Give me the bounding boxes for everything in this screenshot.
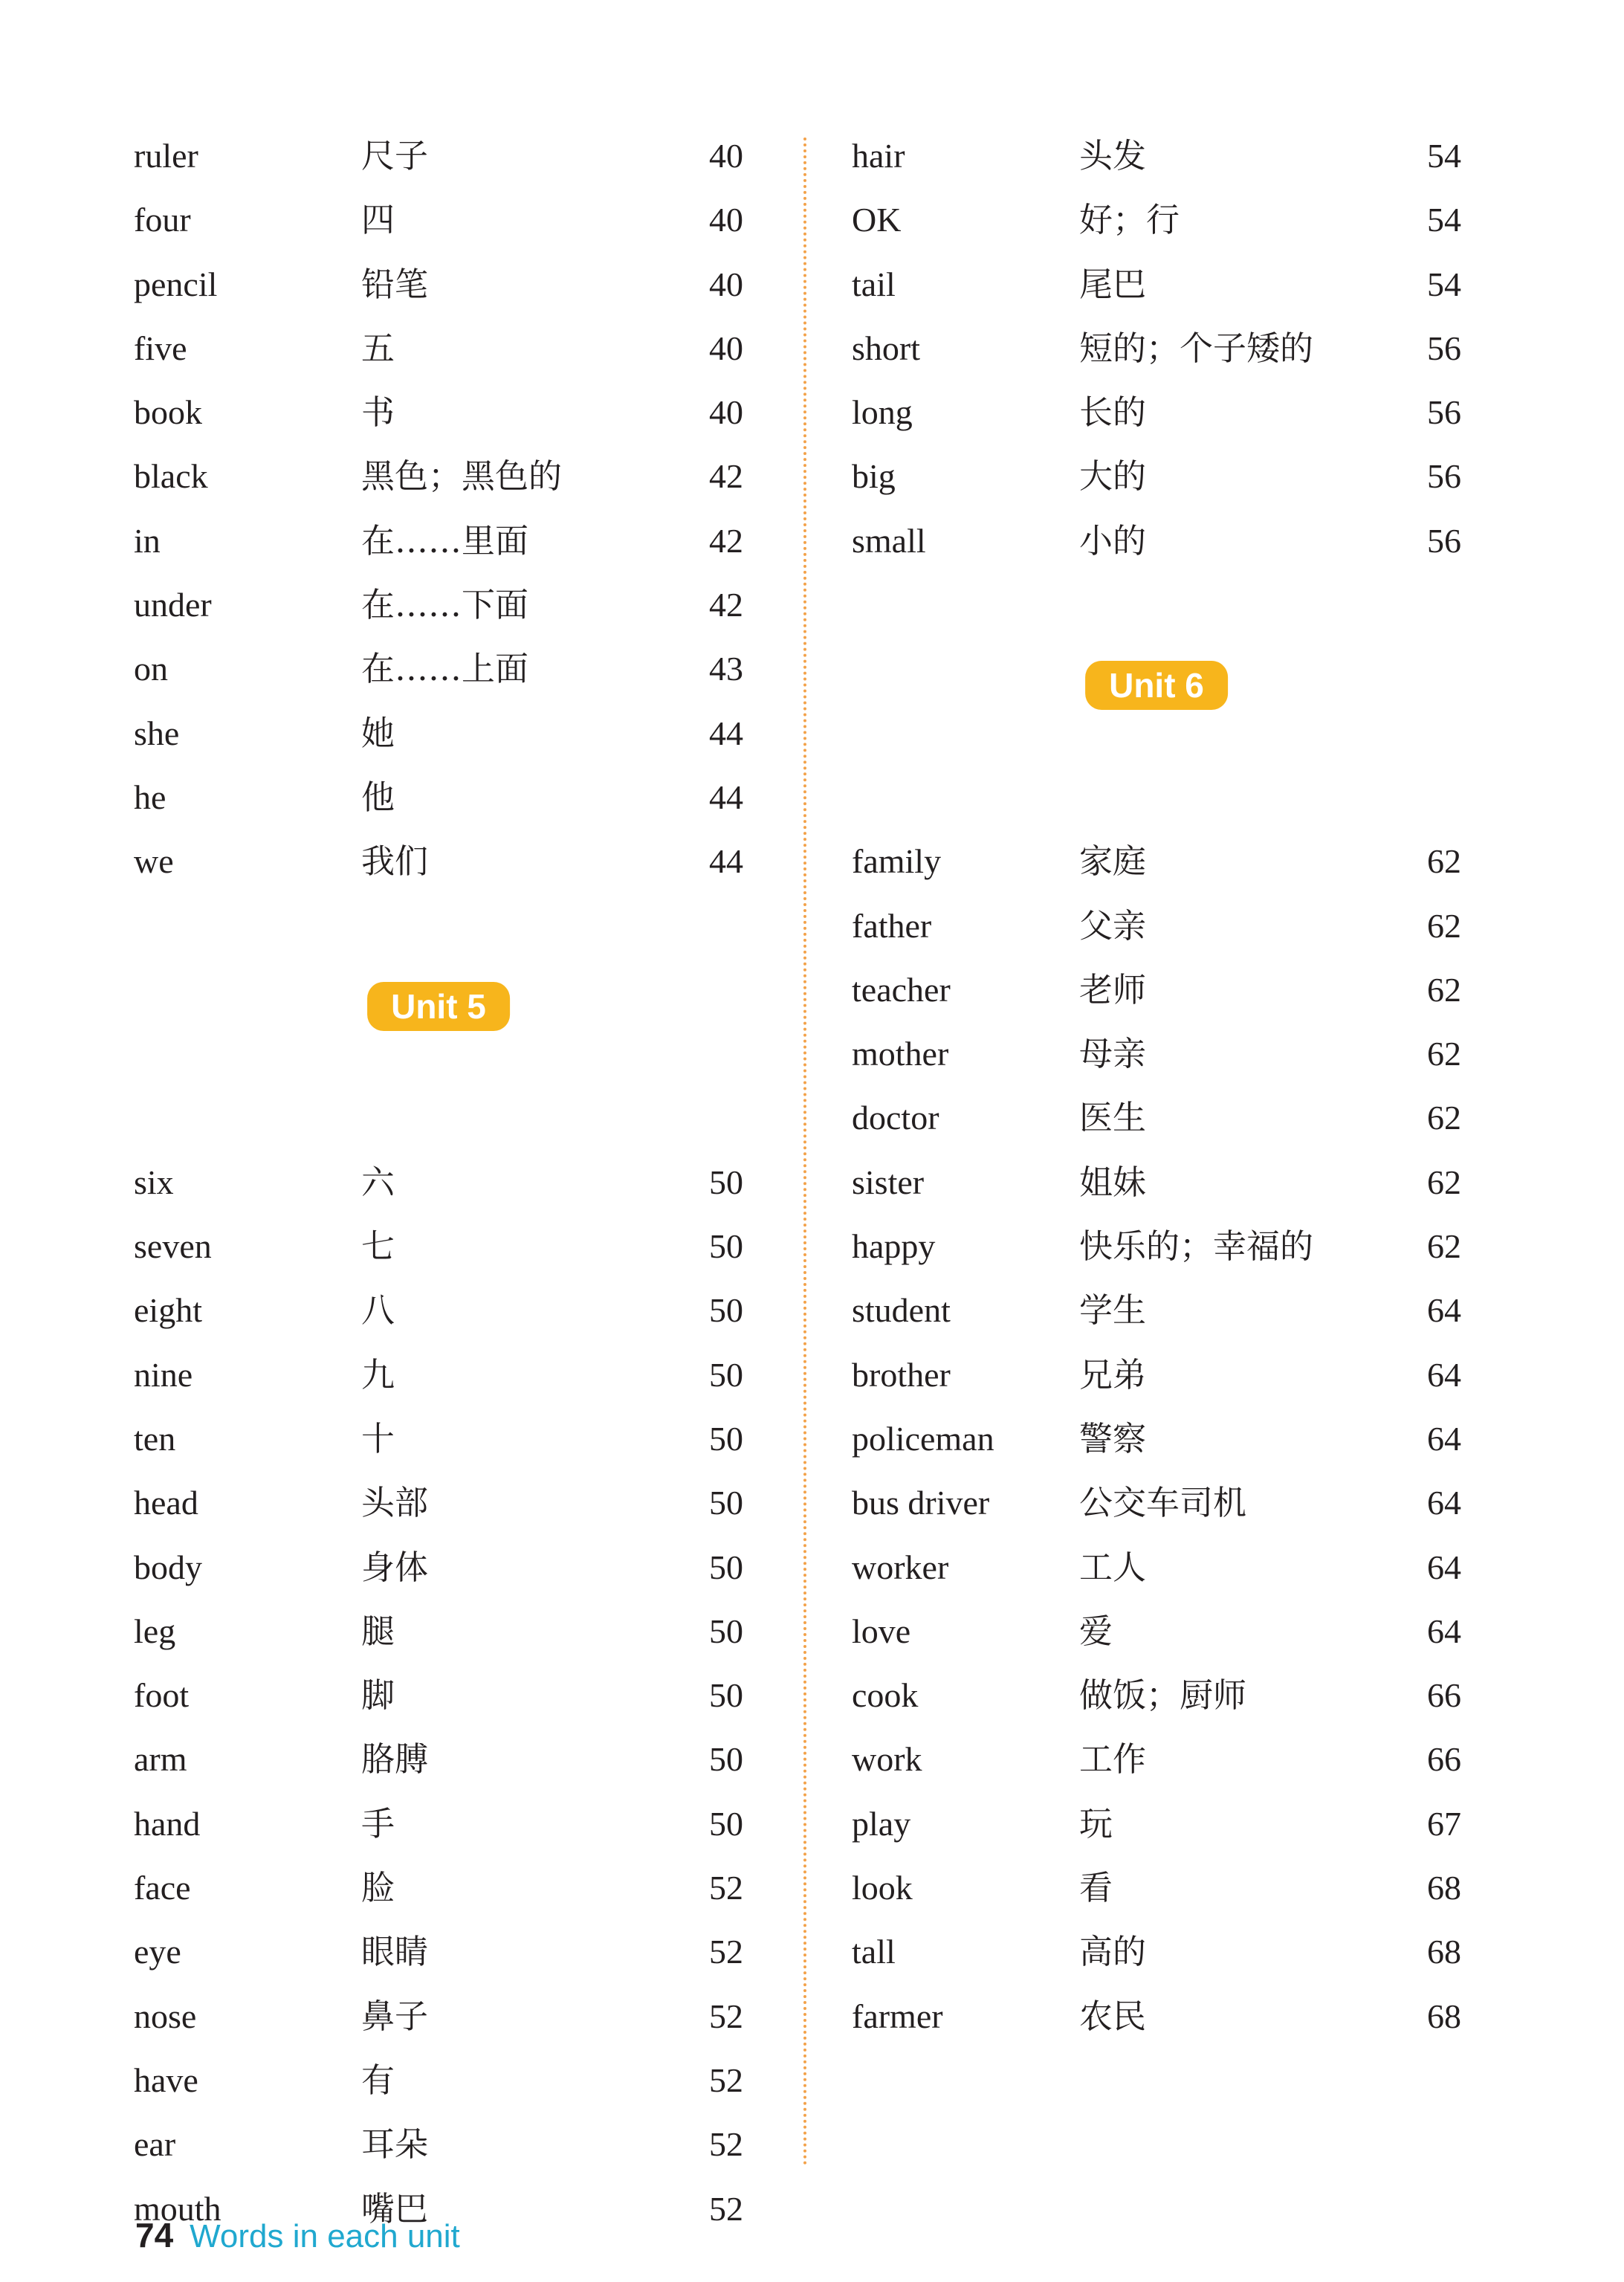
english-word: in [134,521,161,560]
chinese-meaning: 工作 [1079,1739,1147,1780]
chinese-meaning: 爱 [1079,1611,1113,1651]
word-row [852,124,1461,188]
chinese-meaning: 十 [361,1418,395,1458]
page-reference: 64 [1427,1355,1461,1394]
chinese-meaning: 九 [361,1354,395,1394]
chinese-meaning: 鼻子 [361,1996,429,2036]
english-word: on [134,650,168,688]
word-row [134,1407,743,1471]
chinese-meaning: 公交车司机 [1079,1483,1247,1523]
english-word: love [852,1612,911,1650]
english-word: big [852,457,896,496]
english-word: farmer [852,1997,943,2035]
english-word: mouth [134,2189,221,2228]
page-reference: 62 [1427,906,1461,945]
page-reference: 64 [1427,1419,1461,1458]
english-word: hair [852,137,905,175]
chinese-meaning: 他 [361,777,395,817]
chinese-meaning: 身体 [361,1547,429,1587]
english-word: student [852,1291,951,1330]
english-word: look [852,1869,913,1907]
word-row [852,1856,1461,1920]
english-word: six [134,1163,174,1201]
word-row [134,1215,743,1279]
chinese-meaning: 胳膊 [361,1739,429,1780]
word-row [852,894,1461,958]
page-reference: 50 [709,1612,743,1650]
english-word: five [134,329,187,367]
chinese-meaning: 母亲 [1079,1034,1147,1074]
chinese-meaning: 八 [361,1290,395,1331]
chinese-meaning: 黑色；黑色的 [361,456,563,497]
chinese-meaning: 老师 [1079,969,1147,1009]
english-word: arm [134,1740,187,1779]
word-row [134,1151,743,1215]
english-word: brother [852,1355,951,1394]
chinese-meaning: 父亲 [1079,905,1147,946]
page-reference: 50 [709,1548,743,1586]
english-word: body [134,1548,202,1586]
word-row [852,1727,1461,1791]
page-reference: 67 [1427,1804,1461,1843]
english-word: nine [134,1355,193,1394]
chinese-meaning: 学生 [1079,1290,1147,1331]
word-row [852,253,1461,317]
word-row [852,1792,1461,1856]
english-word: face [134,1869,191,1907]
word-row [852,1664,1461,1727]
word-row [852,1985,1461,2049]
page-reference: 54 [1427,201,1461,239]
word-row [134,1792,743,1856]
page-reference: 52 [709,2060,743,2099]
page-reference: 52 [709,2125,743,2164]
chinese-meaning: 眼睛 [361,1932,429,1972]
page-reference: 50 [709,1676,743,1715]
chinese-meaning: 头发 [1079,136,1147,175]
word-row [134,1727,743,1791]
word-row [134,702,743,766]
word-row [134,317,743,381]
page-reference: 52 [709,2189,743,2228]
chinese-meaning: 腿 [361,1611,395,1651]
footer-title: Words in each unit [190,2218,460,2254]
page-reference: 50 [709,1355,743,1394]
page-reference: 50 [709,1484,743,1522]
page-reference: 54 [1427,137,1461,175]
chinese-meaning: 七 [361,1226,395,1267]
word-row [134,1471,743,1535]
page-reference: 66 [1427,1740,1461,1779]
english-word: four [134,201,191,239]
page-reference: 50 [709,1163,743,1201]
chinese-meaning: 脚 [361,1675,395,1716]
page-reference: 43 [709,650,743,688]
english-word: father [852,906,932,945]
page-reference: 44 [709,714,743,752]
word-row [134,1664,743,1727]
word-row [852,1471,1461,1535]
page-reference: 50 [709,1740,743,1779]
english-word: doctor [852,1099,939,1137]
english-word: pencil [134,265,218,303]
chinese-meaning: 铅笔 [361,264,429,304]
english-word: worker [852,1548,949,1586]
chinese-meaning: 长的 [1079,392,1147,433]
word-row [852,1279,1461,1342]
word-row [852,1022,1461,1086]
right-word-column [852,124,1461,2049]
english-word: sister [852,1163,925,1201]
chinese-meaning: 大的 [1079,456,1147,497]
page-reference: 56 [1427,393,1461,432]
word-row [134,637,743,701]
page-reference: 64 [1427,1548,1461,1586]
word-row [134,188,743,252]
word-row [134,124,743,188]
chinese-meaning: 尺子 [361,136,429,175]
word-row [852,188,1461,252]
chinese-meaning: 五 [361,328,395,368]
word-row [852,1407,1461,1471]
chinese-meaning: 做饭；厨师 [1079,1675,1247,1716]
word-row [852,509,1461,573]
page-reference: 50 [709,1419,743,1458]
page-reference: 40 [709,201,743,239]
word-row [134,1600,743,1664]
word-row [134,830,743,893]
word-row [134,1920,743,1984]
chinese-meaning: 小的 [1079,520,1147,560]
word-row [852,830,1461,893]
english-word: tall [852,1933,896,1971]
word-row [134,445,743,508]
english-word: small [852,521,926,560]
chinese-meaning: 兄弟 [1079,1354,1147,1394]
word-row [852,317,1461,381]
page-reference: 52 [709,1869,743,1907]
page-number: 74 [135,2216,174,2254]
page-reference: 62 [1427,1163,1461,1201]
page-reference: 42 [709,457,743,496]
word-row [134,1536,743,1600]
english-word: long [852,393,913,432]
page-reference: 56 [1427,521,1461,560]
page-reference: 42 [709,586,743,624]
page-reference: 54 [1427,265,1461,303]
word-row [134,2113,743,2176]
english-word: under [134,586,212,624]
word-row [134,573,743,637]
word-row [852,958,1461,1022]
page-reference: 64 [1427,1612,1461,1650]
chinese-meaning: 在……上面 [361,649,529,689]
chinese-meaning: 脸 [361,1868,395,1908]
page-reference: 52 [709,1933,743,1971]
word-row [134,1343,743,1407]
page-footer [135,2215,460,2255]
chinese-meaning: 看 [1079,1868,1113,1908]
chinese-meaning: 六 [361,1162,395,1202]
chinese-meaning: 医生 [1079,1098,1147,1138]
word-row [134,253,743,317]
word-row [134,1856,743,1920]
chinese-meaning: 耳朵 [361,2124,429,2165]
word-row [852,1536,1461,1600]
english-word: eye [134,1933,181,1971]
english-word: ear [134,2125,176,2164]
word-row [852,381,1461,445]
english-word: seven [134,1227,212,1266]
chinese-meaning: 好；行 [1079,200,1180,240]
chinese-meaning: 家庭 [1079,841,1147,882]
page-reference: 68 [1427,1869,1461,1907]
page-reference: 62 [1427,1099,1461,1137]
english-word: hand [134,1804,201,1843]
chinese-meaning: 四 [361,200,395,240]
english-word: mother [852,1035,949,1073]
word-row [852,445,1461,508]
english-word: she [134,714,180,752]
chinese-meaning: 高的 [1079,1932,1147,1972]
english-word: OK [852,201,902,239]
word-row [134,1279,743,1342]
page-reference: 62 [1427,1227,1461,1266]
page-reference: 62 [1427,842,1461,881]
page-reference: 56 [1427,457,1461,496]
unit-badge: Unit 6 [1085,661,1228,710]
english-word: bus driver [852,1484,990,1522]
page-reference: 44 [709,778,743,816]
english-word: we [134,842,174,881]
english-word: nose [134,1997,197,2035]
page-reference: 66 [1427,1676,1461,1715]
english-word: teacher [852,970,951,1009]
word-row [134,1985,743,2049]
chinese-meaning: 姐妹 [1079,1162,1147,1202]
english-word: head [134,1484,198,1522]
chinese-meaning: 尾巴 [1079,264,1147,304]
page-reference: 44 [709,842,743,881]
english-word: short [852,329,920,367]
english-word: he [134,778,166,816]
chinese-meaning: 头部 [361,1483,429,1523]
page-reference: 50 [709,1227,743,1266]
page-reference: 42 [709,521,743,560]
word-row [852,1343,1461,1407]
page-reference: 62 [1427,1035,1461,1073]
page-reference: 68 [1427,1933,1461,1971]
unit-heading [852,573,1461,830]
page-reference: 40 [709,329,743,367]
chinese-meaning: 我们 [361,841,429,882]
page-reference: 40 [709,265,743,303]
left-word-column [134,124,743,2241]
chinese-meaning: 在……里面 [361,520,529,560]
chinese-meaning: 快乐的；幸福的 [1079,1226,1314,1267]
english-word: policeman [852,1419,994,1458]
word-row [852,1151,1461,1215]
page-reference: 64 [1427,1291,1461,1330]
word-row [852,1215,1461,1279]
english-word: foot [134,1676,190,1715]
english-word: leg [134,1612,176,1650]
word-row [852,1920,1461,1984]
english-word: cook [852,1676,919,1715]
word-row [134,381,743,445]
page-reference: 68 [1427,1997,1461,2035]
chinese-meaning: 玩 [1079,1803,1113,1843]
page-reference: 50 [709,1291,743,1330]
unit-heading [134,894,743,1151]
english-word: ruler [134,137,198,175]
chinese-meaning: 书 [361,392,395,433]
word-row [134,766,743,830]
page-reference: 62 [1427,970,1461,1009]
chinese-meaning: 有 [361,2060,395,2100]
chinese-meaning: 在……下面 [361,585,529,625]
word-row [852,1086,1461,1150]
word-row [852,1600,1461,1664]
english-word: have [134,2060,198,2099]
english-word: work [852,1740,922,1779]
english-word: family [852,842,942,881]
page-reference: 50 [709,1804,743,1843]
page-reference: 56 [1427,329,1461,367]
english-word: happy [852,1227,936,1266]
column-divider [803,138,806,2167]
english-word: black [134,457,208,496]
page-reference: 64 [1427,1484,1461,1522]
page-reference: 40 [709,393,743,432]
page-reference: 40 [709,137,743,175]
chinese-meaning: 警察 [1079,1418,1147,1458]
english-word: play [852,1804,911,1843]
english-word: book [134,393,202,432]
english-word: ten [134,1419,176,1458]
chinese-meaning: 短的；个子矮的 [1079,328,1314,368]
chinese-meaning: 嘴巴 [361,2188,429,2228]
english-word: eight [134,1291,202,1330]
chinese-meaning: 她 [361,713,395,753]
english-word: tail [852,265,896,303]
word-row [134,509,743,573]
unit-badge: Unit 5 [367,982,510,1031]
chinese-meaning: 手 [361,1803,395,1843]
page-reference: 52 [709,1997,743,2035]
word-row [134,2049,743,2113]
chinese-meaning: 农民 [1079,1996,1147,2036]
chinese-meaning: 工人 [1079,1547,1147,1587]
